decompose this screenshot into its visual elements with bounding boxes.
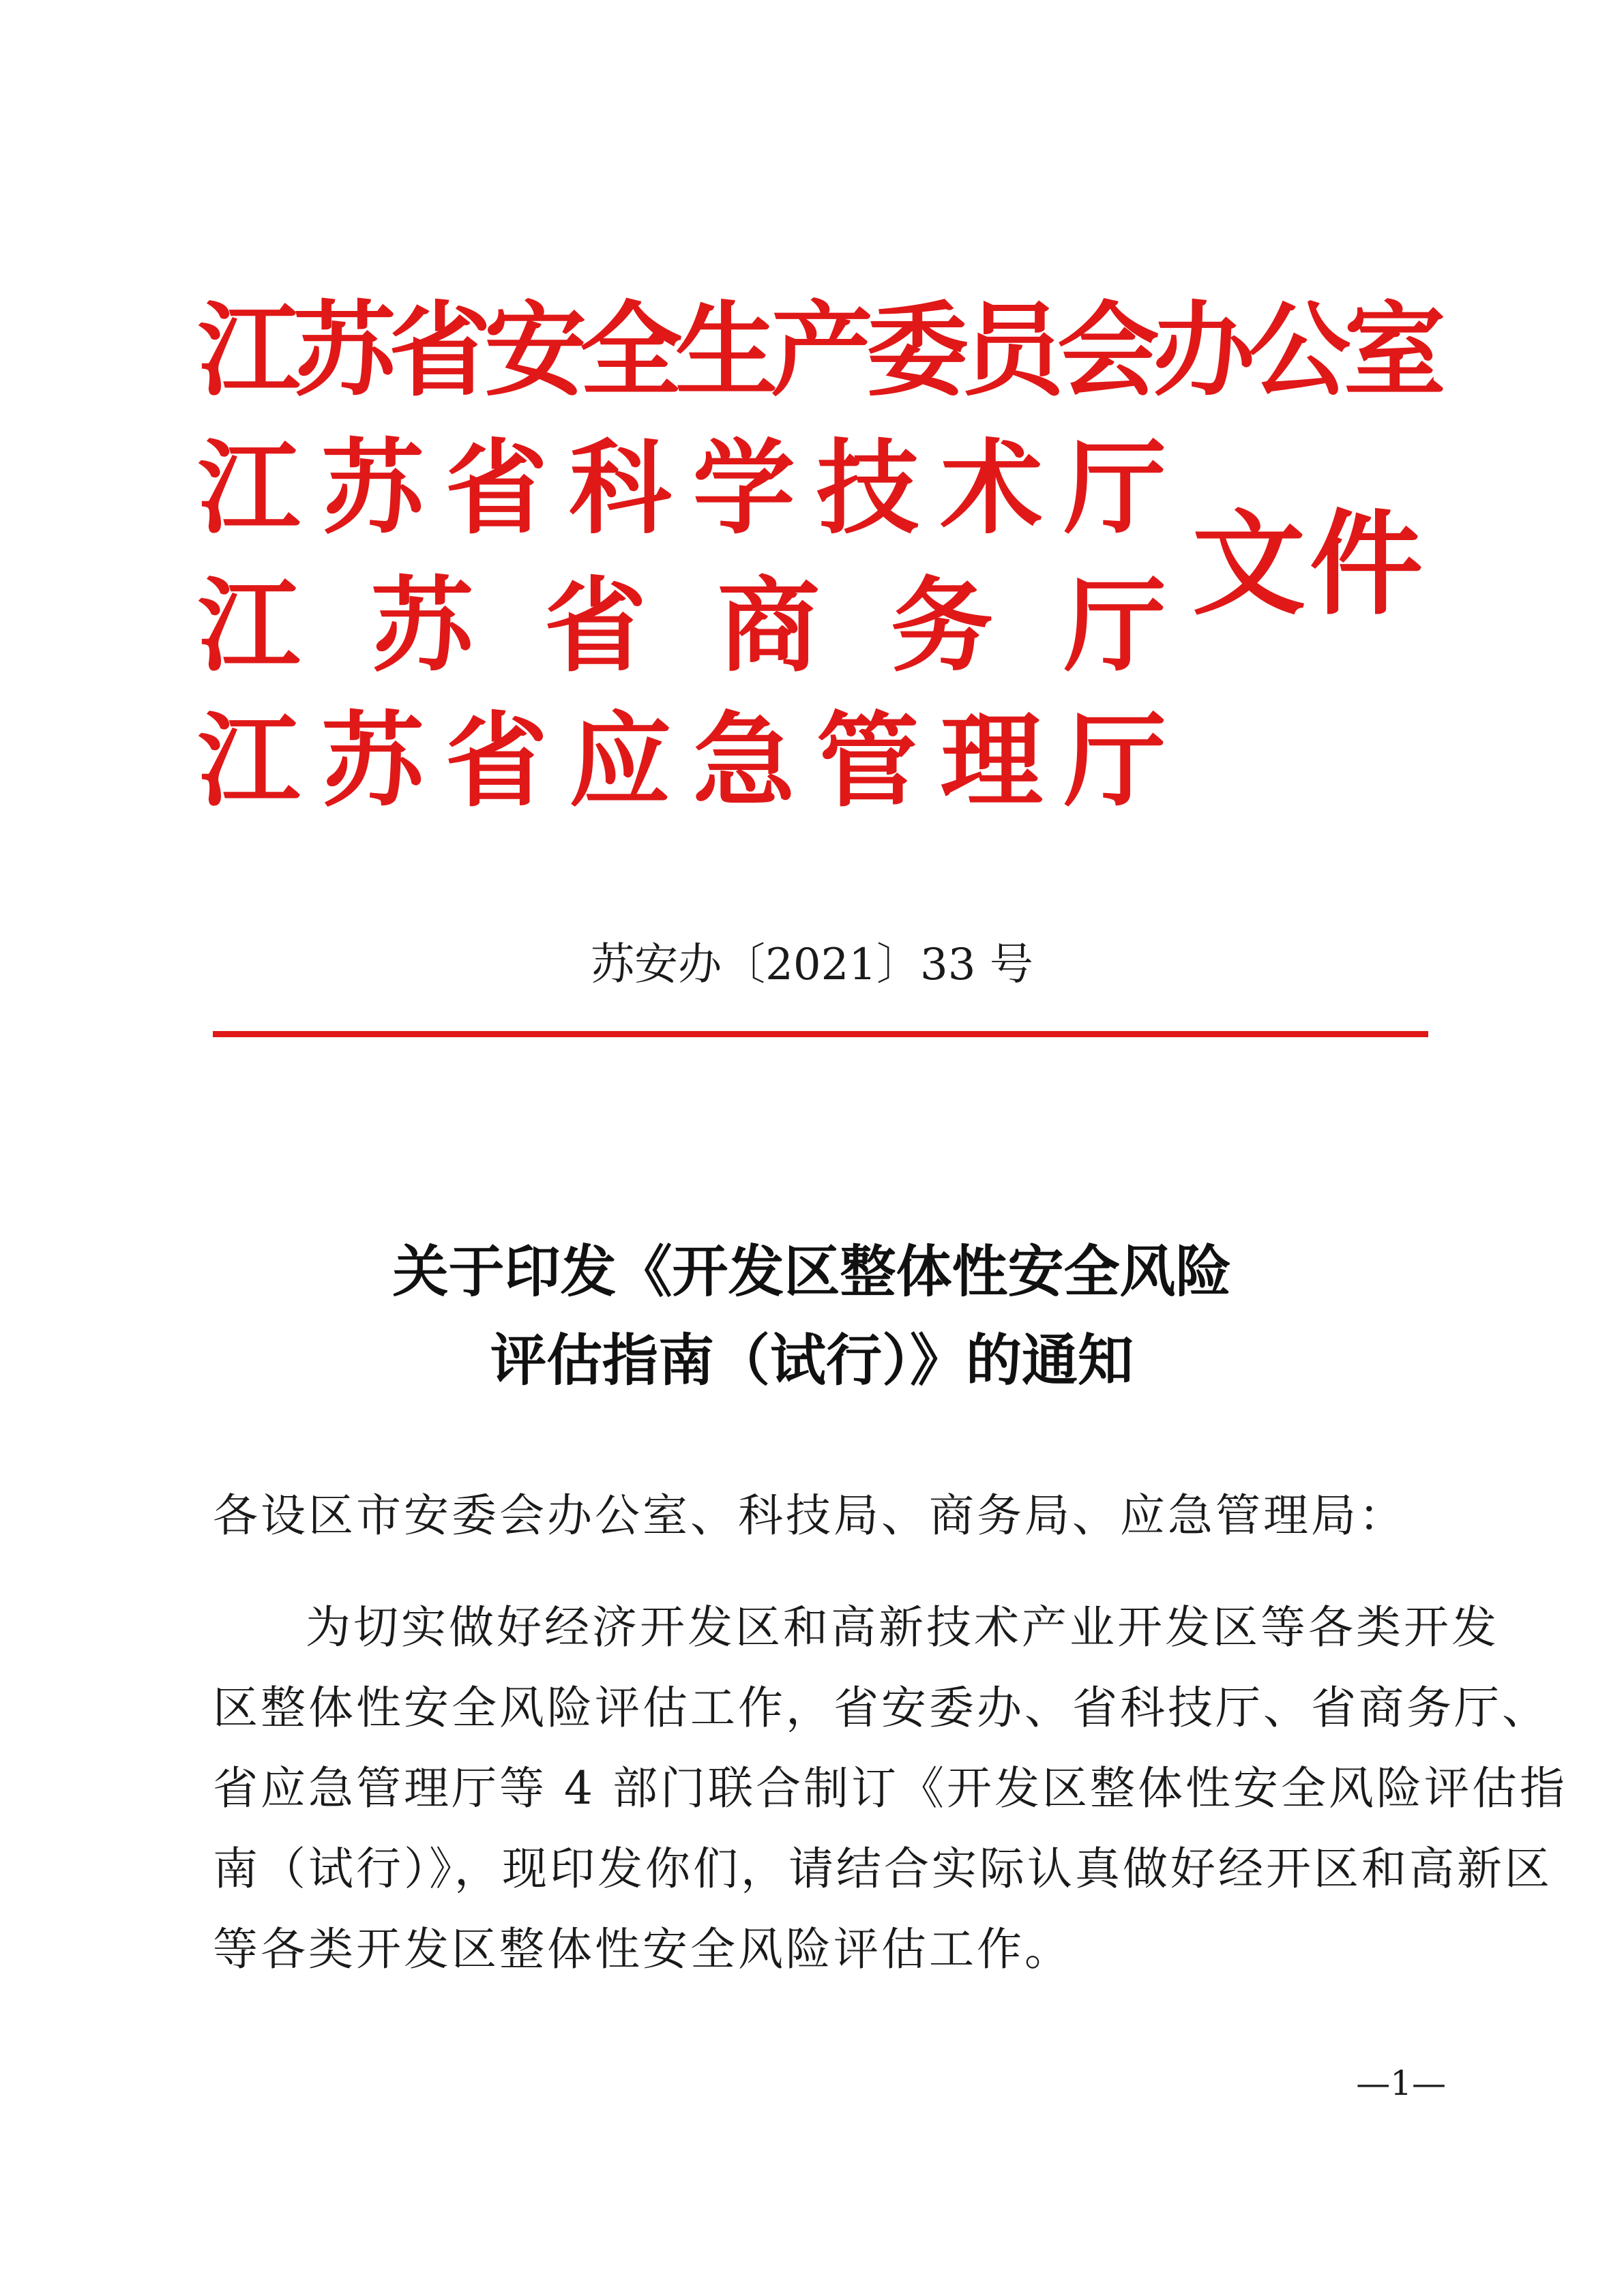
issuer-line-4-char-3: 应 — [569, 701, 672, 821]
body-line-3: 省应急管理厅等 4 部门联合制订《开发区整体性安全风险评估指 — [213, 1762, 1567, 1815]
issuer-line-3-char-0: 江 — [198, 566, 301, 686]
issuer-line-4-char-7: 厅 — [1063, 701, 1166, 821]
document-type-label: 文件 — [1192, 498, 1427, 631]
issuer-line-4-char-2: 省 — [445, 701, 548, 821]
issuer-line-1 — [198, 284, 1440, 417]
body-line-4: 南（试行）》，现印发你们，请结合实际认真做好经开区和高新区 — [213, 1843, 1552, 1895]
document-title-line-2: 评估指南（试行）》的通知 — [490, 1328, 1134, 1393]
issuer-line-3-char-2: 省 — [544, 566, 647, 686]
issuer-line-3 — [198, 559, 1166, 693]
document-title-line-1: 关于印发《开发区整体性安全风险 — [392, 1239, 1232, 1304]
page-number: —1— — [1356, 2063, 1446, 2103]
issuer-text-1: 江苏省安全生产委员会办公室 — [198, 290, 1440, 411]
issuer-line-2-char-1: 苏 — [321, 428, 424, 548]
body-line-2: 区整体性安全风险评估工作，省安委办、省科技厅、省商务厅、 — [213, 1682, 1550, 1734]
issuer-line-4-char-6: 理 — [940, 701, 1043, 821]
red-divider — [213, 1031, 1428, 1037]
body-line-5: 等各类开发区整体性安全风险评估工作。 — [213, 1923, 1072, 1976]
issuer-line-2-char-2: 省 — [445, 428, 548, 548]
issuer-line-4-char-1: 苏 — [321, 701, 424, 821]
body-line-1: 为切实做好经济开发区和高新技术产业开发区等各类开发 — [306, 1601, 1499, 1654]
issuer-line-4 — [198, 694, 1166, 828]
issuer-line-3-char-4: 务 — [890, 566, 993, 686]
issuer-line-3-char-3: 商 — [717, 566, 820, 686]
issuer-line-4-char-5: 管 — [816, 701, 919, 821]
issuer-line-2 — [198, 421, 1166, 555]
issuer-line-2-char-0: 江 — [198, 428, 301, 548]
issuer-line-2-char-5: 技 — [816, 428, 919, 548]
issuer-line-3-char-5: 厅 — [1063, 566, 1166, 686]
issuer-line-2-char-7: 厅 — [1063, 428, 1166, 548]
issuer-line-4-char-0: 江 — [198, 701, 301, 821]
issuer-line-2-char-3: 科 — [569, 428, 672, 548]
issuer-line-4-char-4: 急 — [692, 701, 795, 821]
document-number: 苏安办〔2021〕33 号 — [591, 940, 1033, 990]
salutation: 各设区市安委会办公室、科技局、商务局、应急管理局： — [213, 1489, 1406, 1542]
issuer-line-2-char-4: 学 — [692, 428, 795, 548]
issuer-line-3-char-1: 苏 — [370, 566, 473, 686]
issuer-line-2-char-6: 术 — [940, 428, 1043, 548]
